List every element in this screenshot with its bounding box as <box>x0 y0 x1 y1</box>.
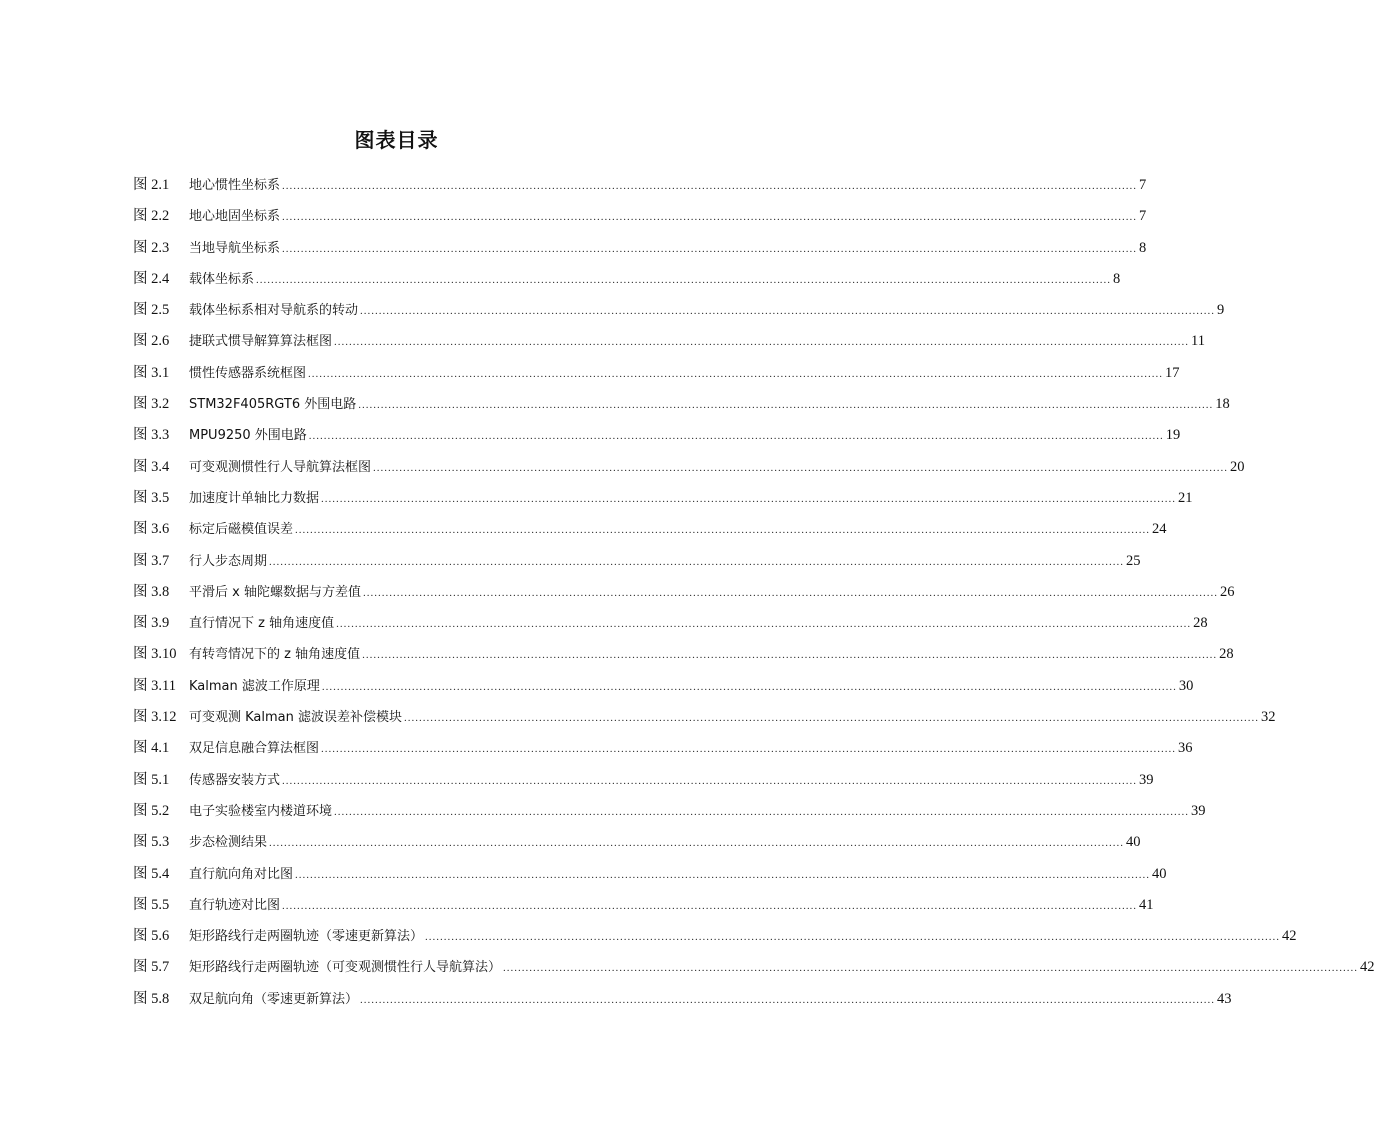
dot-leader <box>373 453 1228 484</box>
dot-leader <box>362 640 1217 671</box>
dot-leader <box>282 234 1137 265</box>
toc-entry[interactable] <box>133 921 1297 952</box>
toc-entry[interactable] <box>133 984 1232 1015</box>
dot-leader <box>269 828 1124 859</box>
toc-entry[interactable] <box>133 952 1375 983</box>
dot-leader <box>322 672 1177 703</box>
figure-number: 图 3.1 <box>133 364 170 381</box>
figure-number: 图 5.8 <box>133 990 170 1007</box>
toc-entry[interactable] <box>133 358 1180 389</box>
toc-entry[interactable] <box>133 671 1194 702</box>
page-number: 39 <box>1191 802 1206 819</box>
figure-number: 图 3.6 <box>133 521 170 538</box>
figure-number: 图 5.7 <box>133 959 170 976</box>
page-number: 42 <box>1360 959 1375 976</box>
dot-leader <box>295 515 1150 546</box>
figure-title: 直行轨迹对比图 <box>189 897 281 913</box>
page-number: 26 <box>1219 583 1235 600</box>
toc-entry[interactable] <box>133 326 1205 357</box>
figure-number: 图 2.2 <box>133 208 170 225</box>
toc-entry[interactable] <box>133 890 1154 921</box>
figure-number: 图 5.3 <box>133 834 170 851</box>
page-number: 32 <box>1261 709 1276 726</box>
figure-title: 标定后磁模值误差 <box>189 522 294 538</box>
toc-entry[interactable] <box>133 233 1147 264</box>
page-number: 7 <box>1139 208 1147 225</box>
page-number: 40 <box>1126 834 1141 851</box>
figure-title: 当地导航坐标系 <box>189 240 281 256</box>
figure-title: 矩形路线行走两圈轨迹（可变观测惯性行人导航算法） <box>189 960 502 976</box>
figure-title: MPU9250 外围电路 <box>189 428 307 444</box>
figure-number: 图 3.8 <box>133 583 170 600</box>
figure-number: 图 3.9 <box>133 615 170 632</box>
dot-leader <box>334 797 1189 828</box>
figure-number: 图 5.4 <box>133 865 170 882</box>
page-number: 30 <box>1178 677 1194 694</box>
dot-leader <box>282 202 1137 233</box>
page-number: 28 <box>1219 646 1234 663</box>
figure-title: 捷联式惯导解算算法框图 <box>189 334 333 350</box>
figure-title: 双足航向角（零速更新算法） <box>189 991 359 1007</box>
figure-number: 图 3.11 <box>133 677 176 694</box>
dot-leader <box>404 703 1259 734</box>
dot-leader <box>503 953 1358 984</box>
dot-leader <box>309 421 1164 452</box>
dot-leader <box>358 390 1213 421</box>
toc-entry[interactable] <box>133 827 1141 858</box>
page-number: 9 <box>1217 302 1225 319</box>
figure-number: 图 3.4 <box>133 458 170 475</box>
dot-leader <box>295 860 1150 891</box>
page-title: 图表目录 <box>354 128 439 152</box>
dot-leader <box>256 265 1111 296</box>
figure-title: 可变观测 Kalman 滤波误差补偿模块 <box>189 710 403 726</box>
page-number: 11 <box>1191 333 1205 350</box>
toc-entry[interactable] <box>133 608 1208 639</box>
page-number: 20 <box>1230 458 1245 475</box>
toc-entry[interactable] <box>133 420 1181 451</box>
figure-title: 平滑后 x 轴陀螺数据与方差值 <box>189 584 361 600</box>
page-number: 21 <box>1178 489 1193 506</box>
dot-leader <box>334 327 1189 358</box>
figure-number: 图 2.4 <box>133 270 170 287</box>
dot-leader <box>425 922 1280 953</box>
page-number: 17 <box>1165 364 1180 381</box>
figure-title: 传感器安装方式 <box>189 772 281 788</box>
figure-title: 可变观测惯性行人导航算法框图 <box>189 459 372 475</box>
figure-title: 载体坐标系相对导航系的转动 <box>189 303 359 319</box>
figure-title: 地心惯性坐标系 <box>189 178 281 193</box>
figure-title: 直行情况下 z 轴角速度值 <box>189 616 335 632</box>
figure-number: 图 2.3 <box>133 239 170 256</box>
page-number: 18 <box>1215 396 1230 413</box>
toc-entry[interactable] <box>133 170 1147 201</box>
figure-number: 图 2.5 <box>133 302 170 319</box>
dot-leader <box>282 766 1137 797</box>
dot-leader <box>360 985 1215 1016</box>
page-number: 25 <box>1126 552 1141 569</box>
toc-entry[interactable] <box>133 483 1193 514</box>
figure-number: 图 5.6 <box>133 928 170 945</box>
page-number: 42 <box>1282 928 1297 945</box>
toc-entry[interactable] <box>133 514 1167 545</box>
figure-title: 加速度计单轴比力数据 <box>189 490 320 506</box>
dot-leader <box>363 578 1218 609</box>
figure-title: 有转弯情况下的 z 轴角速度值 <box>189 647 361 663</box>
figure-number: 图 5.2 <box>133 802 170 819</box>
page-number: 8 <box>1139 239 1147 256</box>
dot-leader <box>282 891 1137 922</box>
figure-number: 图 3.5 <box>133 489 170 506</box>
toc-entry[interactable] <box>133 295 1225 326</box>
toc-entry[interactable] <box>133 577 1235 608</box>
page-number: 7 <box>1139 177 1147 193</box>
figure-title: 直行航向角对比图 <box>189 866 294 882</box>
toc-entry[interactable] <box>133 201 1147 232</box>
page-number: 36 <box>1178 740 1193 757</box>
figure-title: 电子实验楼室内楼道环境 <box>189 803 333 819</box>
figure-number: 图 3.10 <box>133 646 177 663</box>
toc-entry[interactable] <box>133 796 1206 827</box>
figure-title: 载体坐标系 <box>189 271 255 287</box>
figure-number: 图 3.3 <box>133 427 170 444</box>
dot-leader <box>360 296 1215 327</box>
figure-title: 地心地固坐标系 <box>189 209 281 225</box>
page-number: 43 <box>1217 990 1232 1007</box>
figure-title: 行人步态周期 <box>189 553 268 569</box>
dot-leader <box>308 359 1163 390</box>
toc-entry[interactable] <box>133 639 1234 670</box>
figure-number: 图 2.1 <box>133 177 170 193</box>
toc-entry[interactable] <box>133 389 1230 420</box>
figure-title: 矩形路线行走两圈轨迹（零速更新算法） <box>189 929 424 945</box>
toc-entry[interactable] <box>133 452 1245 483</box>
dot-leader <box>321 734 1176 765</box>
page-number: 19 <box>1165 427 1181 444</box>
page-number: 8 <box>1113 270 1121 287</box>
page-number: 40 <box>1152 865 1167 882</box>
figure-title: 双足信息融合算法框图 <box>189 741 320 757</box>
page-number: 28 <box>1193 615 1208 632</box>
toc-entry[interactable] <box>133 859 1167 890</box>
page-number: 41 <box>1139 896 1154 913</box>
figure-number: 图 5.1 <box>133 771 170 788</box>
figure-number: 图 5.5 <box>133 896 170 913</box>
figure-title: 惯性传感器系统框图 <box>189 365 307 381</box>
page-number: 24 <box>1152 521 1167 538</box>
dot-leader <box>282 171 1137 202</box>
figure-number: 图 2.6 <box>133 333 170 350</box>
figure-list <box>133 170 1375 1015</box>
toc-entry[interactable] <box>133 765 1154 796</box>
figure-title: 步态检测结果 <box>189 835 268 851</box>
figure-number: 图 4.1 <box>133 740 170 757</box>
toc-entry[interactable] <box>133 733 1193 764</box>
figure-title: STM32F405RGT6 外围电路 <box>189 397 357 413</box>
figure-number: 图 3.12 <box>133 709 177 726</box>
figure-number: 图 3.2 <box>133 396 170 413</box>
toc-entry[interactable] <box>133 702 1276 733</box>
page-number: 39 <box>1139 771 1154 788</box>
figure-number: 图 3.7 <box>133 552 170 569</box>
toc-entry[interactable] <box>133 546 1141 577</box>
toc-entry[interactable] <box>133 264 1121 295</box>
figure-title: Kalman 滤波工作原理 <box>189 678 320 694</box>
dot-leader <box>336 609 1191 640</box>
dot-leader <box>321 484 1176 515</box>
dot-leader <box>269 547 1124 578</box>
